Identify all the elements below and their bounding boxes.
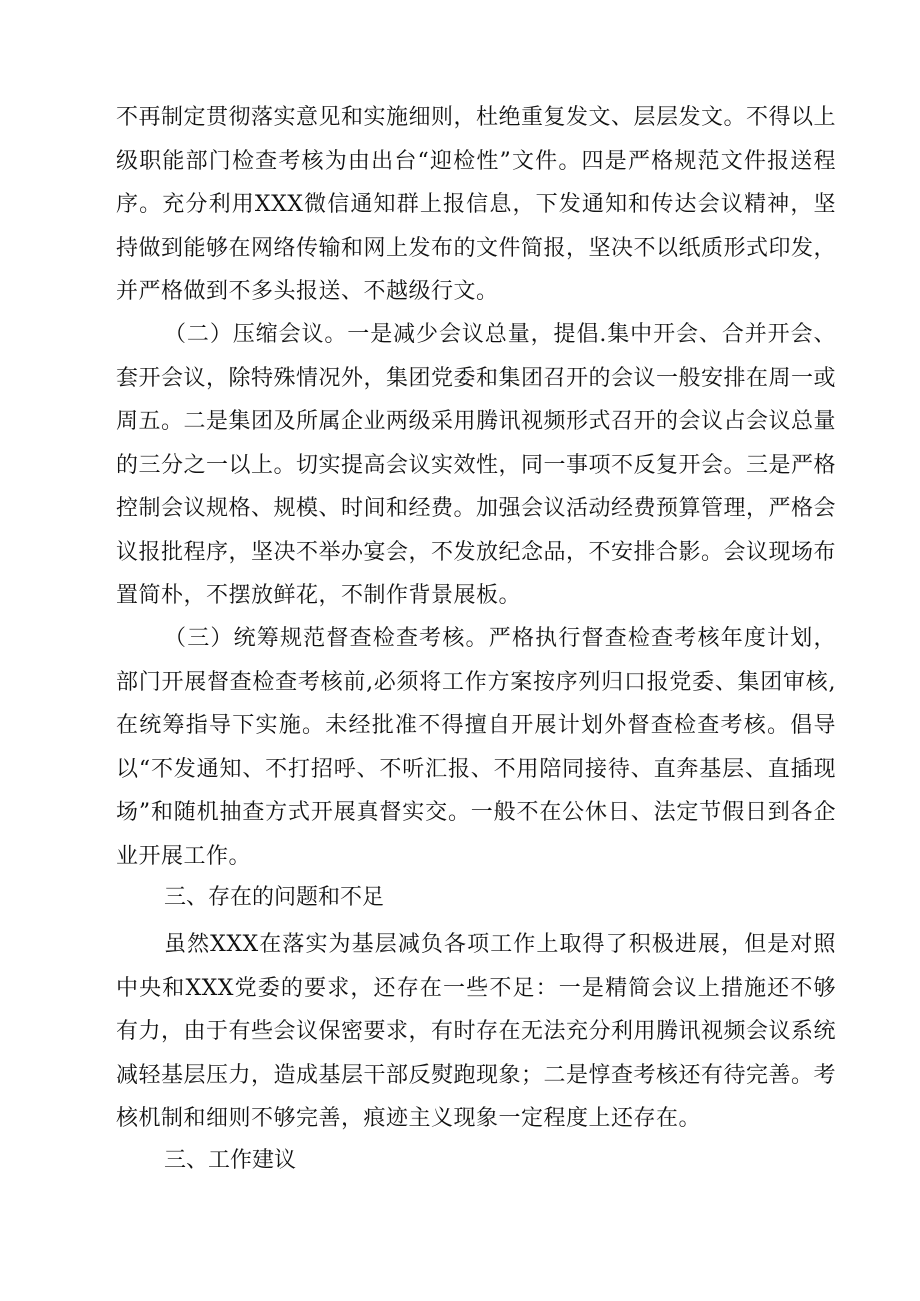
paragraph-compress-meetings: （二）压缩会议。一是减少会议总量，提倡.集中开会、合并开会、套开会议，除特殊情况外，集团党委和集团召开的会议一般安排在周一或周五。二是集团及所属企业两级采用腾讯视频形式召开的会议占会议总量的三分之一以上。切实提高会议实效性，同一事项不反复开会。三是严格控制会议规格、规模、时间和经费。加强会议活动经费预算管理，严格会议报批程序，坚决不举办宴会，不发放纪念品，不安排合影。会议现场布置简朴，不摆放鲜花，不制作背景展板。 (116, 322, 837, 608)
paragraph-inspection-coordination: （三）统筹规范督查检查考核。严格执行督查检查考核年度计划，部门开展督查检查考核前,必须将工作方案按序列归口报党委、集团审核,在统筹指导下实施。未经批准不得擅自开展计划外督查检查考核。倡导以“不发通知、不打招呼、不听汇报、不用陪同接待、直奔基层、直插现场”和随机抽查方式开展真督实交。一般不在公休日、法定节假日到各企业开展工作。 (116, 626, 836, 869)
paragraph-file-reduction: 不再制定贯彻落实意见和实施细则，杜绝重复发文、层层发文。不得以上级职能部门检查考核为由出台“迎检性”文件。四是严格规范文件报送程序。充分利用XXX微信通知群上报信息，下发通知和传达会议精神，坚持做到能够在网络传输和网上发布的文件简报，坚决不以纸质形式印发，并严格做到不多头报送、不越级行文。 (116, 105, 837, 304)
paragraph-problems: 虽然XXX在落实为基层减负各项工作上取得了积极进展，但是对照中央和XXX党委的要求，还存在一些不足：一是精简会议上措施还不够有力，由于有些会议保密要求，有时存在无法充分利用腾讯视频会议系统减轻基层压力，造成基层干部反熨跑现象；二是惇查考核还有待完善。考核机制和细则不够完善，痕迹主义现象一定程度上还存在。 (116, 932, 837, 1131)
section-heading-problems: 三、存在的问题和不足 (164, 885, 385, 910)
section-heading-suggestions: 三、工作建议 (164, 1148, 297, 1173)
